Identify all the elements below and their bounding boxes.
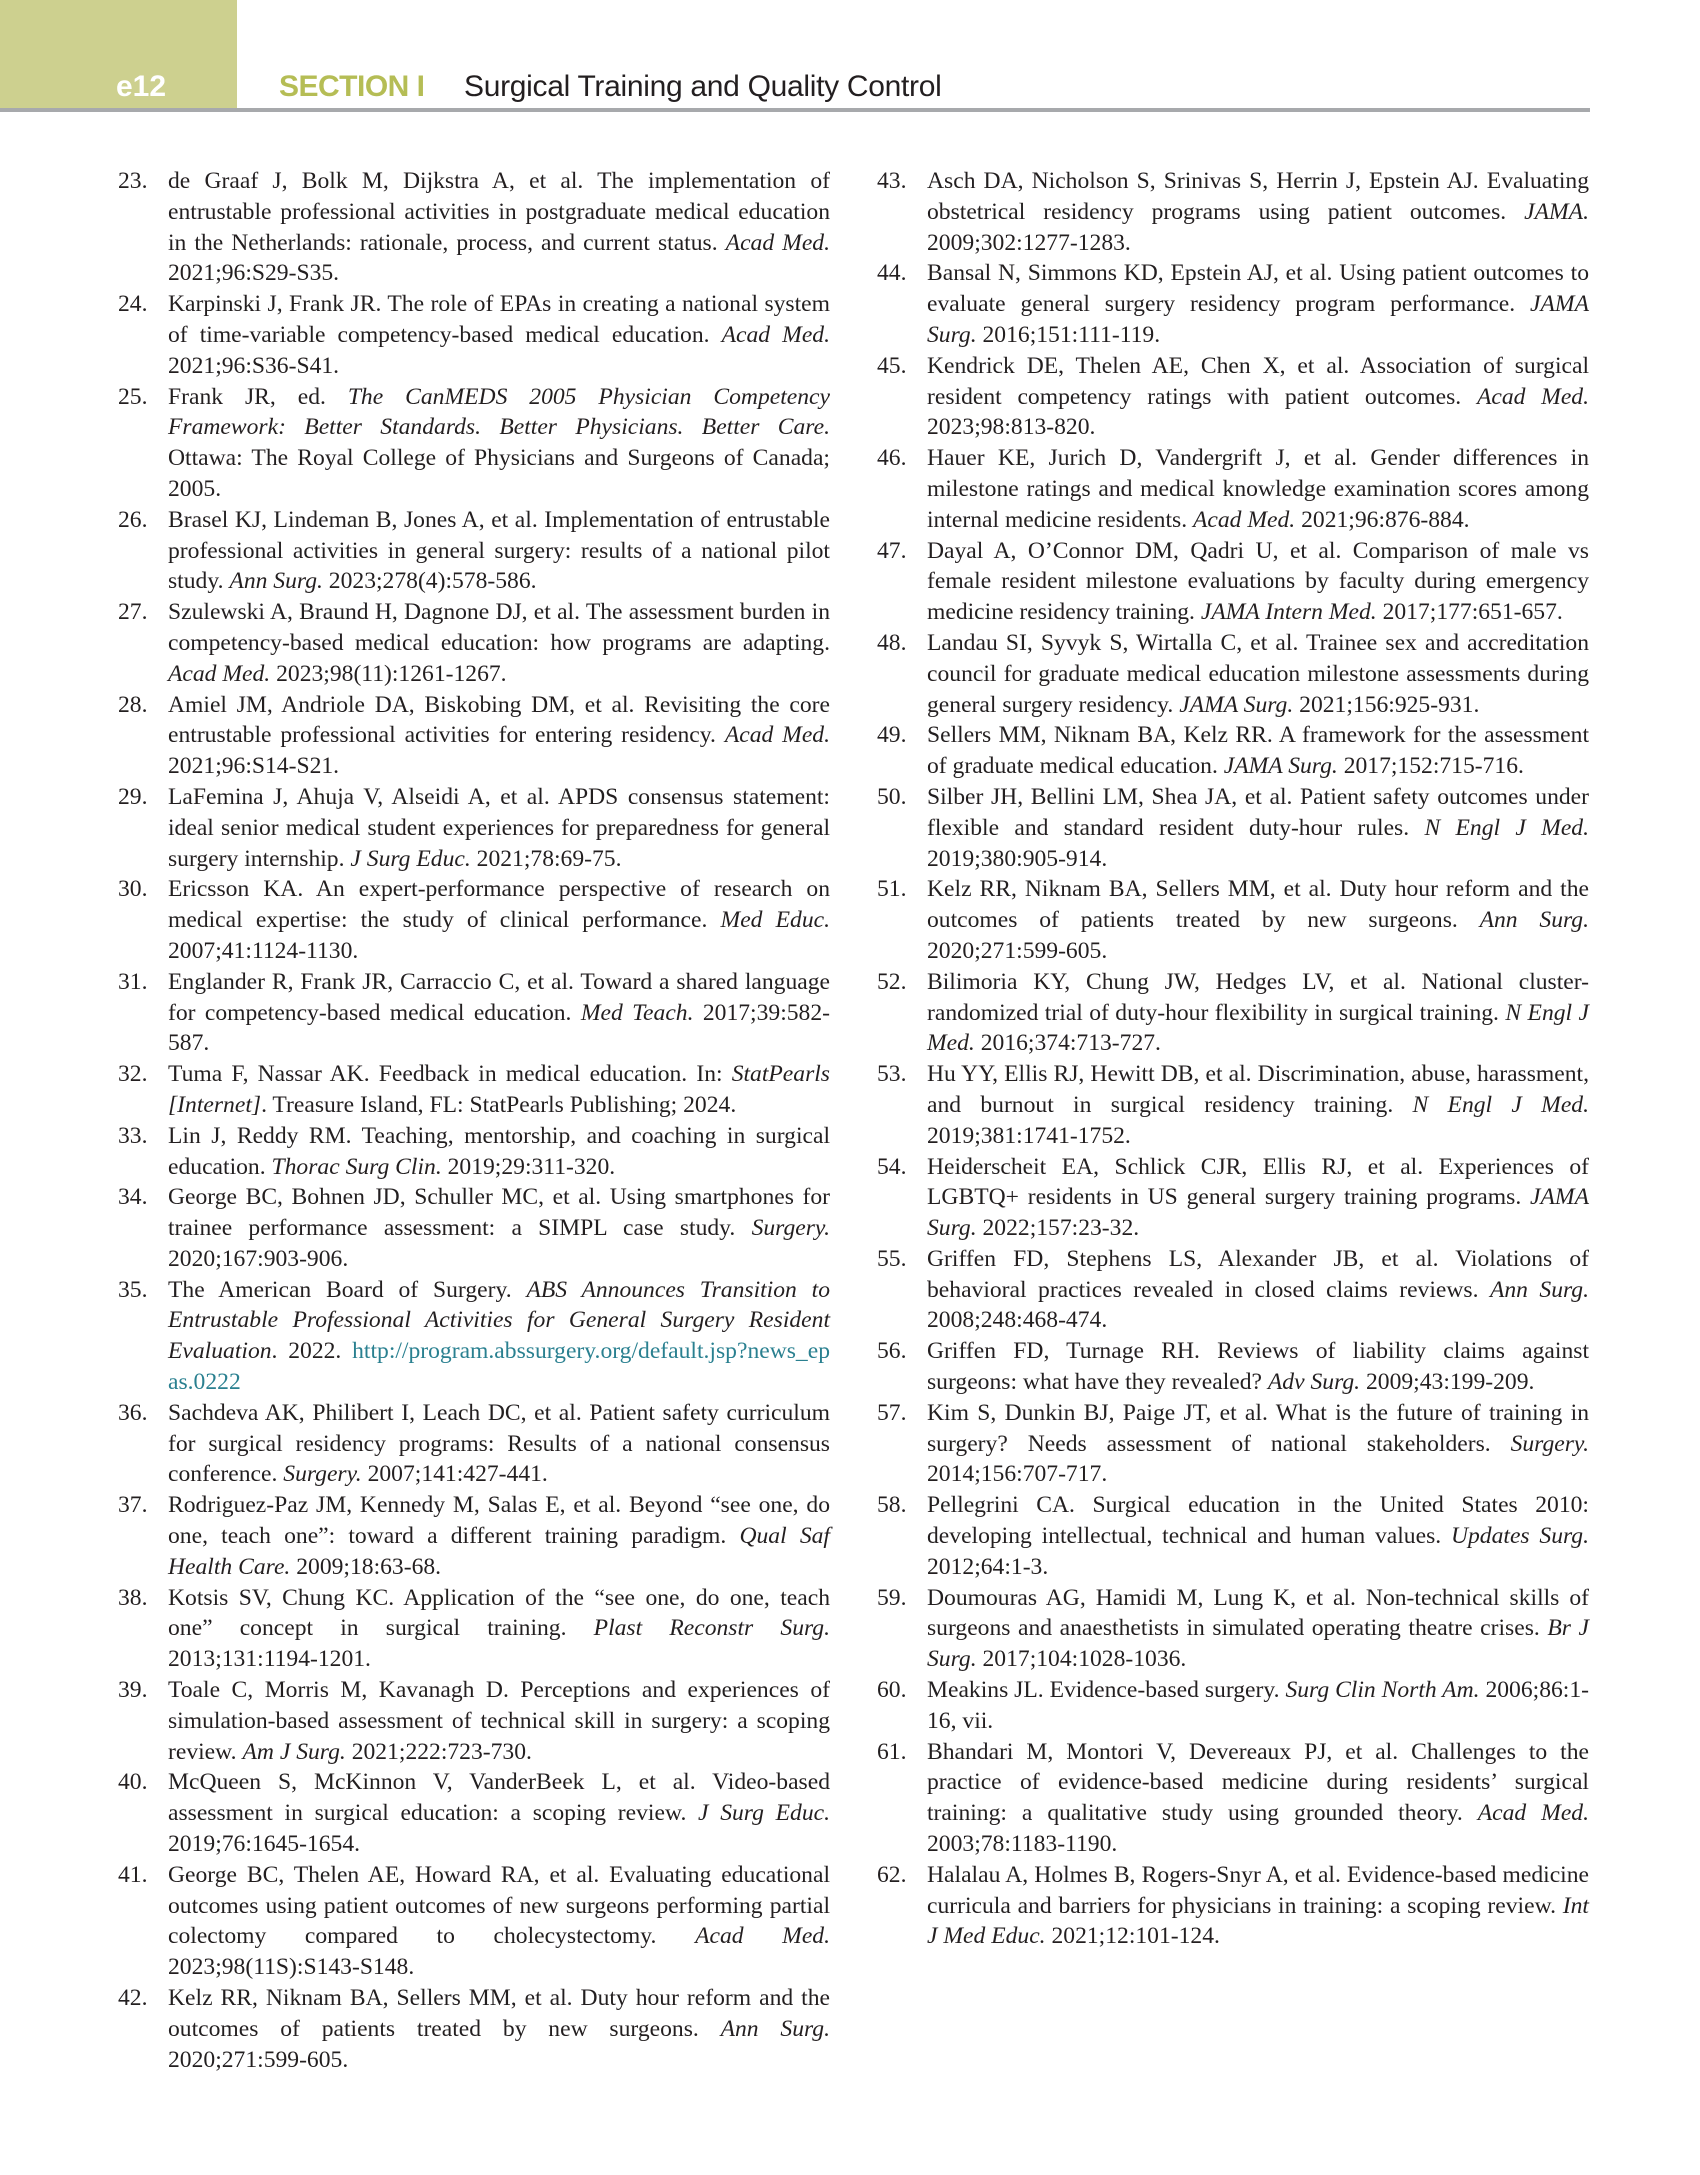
references-right-column <box>877 166 1589 1952</box>
reference-text: 2020;167:903-906. <box>168 1245 349 1272</box>
reference-text: Griffen FD, Turnage RH. Reviews of liability claims against surgeons: what have they revealed? <box>927 1338 1589 1396</box>
reference-text: Englander R, Frank JR, Carraccio C, et al. Toward a shared language for competency-based medical education. <box>168 968 830 1026</box>
journal-title: J Surg Educ. <box>698 1800 830 1827</box>
reference-number: 34. <box>118 1184 148 1211</box>
reference-number: 28. <box>118 691 148 718</box>
reference-number: 23. <box>118 168 148 194</box>
reference-item <box>877 536 1589 628</box>
reference-text: 2017;39:582-587. <box>168 999 831 1057</box>
reference-text: Brasel KJ, Lindeman B, Jones A, et al. Implementation of entrustable professional activities in general surgery: results of a national pilot study. <box>168 506 830 595</box>
journal-title: Updates Surg. <box>1450 1523 1589 1550</box>
reference-text: Hauer KE, Jurich D, Vandergrift J, et al. Gender differences in milestone ratings and medical knowledge examination scores among internal medicine residents. <box>927 445 1589 533</box>
header-rule <box>0 108 1590 112</box>
reference-text: Griffen FD, Stephens LS, Alexander JB, et al. Violations of behavioral practices revealed in closed claims reviews. <box>927 1245 1589 1303</box>
journal-title: JAMA Surg. <box>1179 691 1294 718</box>
reference-item <box>877 1490 1589 1582</box>
reference-number: 38. <box>118 1584 148 1611</box>
journal-title: Surgery. <box>283 1461 362 1488</box>
reference-text: 2022;157:23-32. <box>976 1215 1140 1242</box>
journal-title: Med Educ. <box>720 907 830 934</box>
reference-text: 2007;141:427-441. <box>361 1461 548 1488</box>
reference-number: 43. <box>877 168 907 194</box>
journal-title: Ann Surg. <box>720 2015 831 2042</box>
reference-text: Sellers MM, Niknam BA, Kelz RR. A framework for the assessment of graduate medical education. <box>927 722 1589 780</box>
reference-item <box>118 1767 830 1859</box>
reference-number: 55. <box>877 1245 907 1272</box>
reference-item <box>118 1398 830 1490</box>
reference-item <box>877 628 1589 720</box>
reference-text: 2021;96:S14-S21. <box>168 753 340 780</box>
reference-text: 2017;177:651-657. <box>1376 599 1563 626</box>
reference-number: 25. <box>118 383 148 410</box>
reference-number: 33. <box>118 1122 148 1149</box>
reference-item <box>118 1583 830 1675</box>
reference-number: 49. <box>877 722 907 749</box>
reference-text: 2021;78:69-75. <box>470 845 622 872</box>
reference-text: 2007;41:1124-1130. <box>168 937 359 964</box>
journal-title: Thorac Surg Clin. <box>271 1153 442 1180</box>
reference-text: 2017;104:1028-1036. <box>976 1646 1187 1673</box>
reference-item <box>877 1398 1589 1490</box>
reference-text: . 2022. <box>271 1338 353 1365</box>
journal-title: JAMA Surg. <box>1223 753 1338 780</box>
references-left-column <box>118 166 830 2075</box>
page-number: e12 <box>116 70 167 103</box>
reference-item <box>118 1121 830 1183</box>
reference-text: 2021;222:723-730. <box>345 1738 532 1765</box>
journal-title: Ann Surg. <box>229 568 323 595</box>
journal-title: N Engl J Med. <box>1412 1091 1589 1118</box>
journal-title: JAMA. <box>1524 198 1589 225</box>
reference-item <box>877 1583 1589 1675</box>
reference-text: 2014;156:707-717. <box>927 1461 1108 1488</box>
reference-number: 51. <box>877 876 907 903</box>
reference-item <box>877 1059 1589 1151</box>
reference-number: 36. <box>118 1399 148 1426</box>
reference-text: Bhandari M, Montori V, Devereaux PJ, et al. Challenges to the practice of evidence-based medicine during residents’ surgical training: a qualitative study using grounded theory. <box>927 1738 1589 1827</box>
journal-title: Acad Med. <box>721 321 830 348</box>
journal-title: Acad Med. <box>1193 506 1296 533</box>
journal-title: Acad Med. <box>1476 383 1589 410</box>
reference-text: 2017;152:715-716. <box>1337 753 1524 780</box>
reference-text: 2019;76:1645-1654. <box>168 1831 361 1858</box>
reference-number: 27. <box>118 599 148 626</box>
reference-text: 2021;156:925-931. <box>1293 691 1480 718</box>
reference-number: 50. <box>877 783 907 810</box>
reference-item <box>877 443 1589 535</box>
reference-text: 2009;18:63-68. <box>290 1553 442 1580</box>
reference-text: 2020;271:599-605. <box>168 2046 349 2073</box>
reference-text: 2023;98(11S):S143-S148. <box>168 1954 415 1981</box>
reference-item <box>877 720 1589 782</box>
reference-text: George BC, Bohnen JD, Schuller MC, et al. Using smartphones for trainee performance assessment: a SIMPL case study. <box>168 1184 830 1242</box>
reference-text: The American Board of Surgery. <box>168 1276 527 1303</box>
journal-title: J Surg Educ. <box>350 845 471 872</box>
reference-text: LaFemina J, Ahuja V, Alseidi A, et al. APDS consensus statement: ideal senior medical student experiences for preparedness for general surgery internship. <box>168 783 830 872</box>
journal-title: Acad Med. <box>695 1923 831 1950</box>
journal-title: Ann Surg. <box>1479 907 1590 934</box>
reference-text: Amiel JM, Andriole DA, Biskobing DM, et al. Revisiting the core entrustable professional activities for entering residency. <box>168 691 830 749</box>
reference-text: 2023;98(11):1261-1267. <box>270 660 507 687</box>
reference-text: 2019;380:905-914. <box>927 845 1108 872</box>
journal-title: Qual Saf Health Care. <box>168 1523 830 1580</box>
reference-text: Rodriguez-Paz JM, Kennedy M, Salas E, et al. Beyond “see one, do one, teach one”: toward a different training paradigm. <box>168 1492 830 1550</box>
reference-text: Frank JR, ed. <box>168 383 348 410</box>
reference-text: 2021;96:876-884. <box>1295 506 1470 533</box>
reference-link[interactable]: http://program.abssurgery.org/default.jsp?news_epas.0222 <box>168 1338 830 1396</box>
reference-number: 29. <box>118 783 148 810</box>
reference-item <box>118 1983 830 2075</box>
reference-number: 26. <box>118 506 148 533</box>
reference-text: Landau SI, Syvyk S, Wirtalla C, et al. Trainee sex and accreditation council for graduate medical education milestone assessments during general surgery residency. <box>927 629 1589 718</box>
journal-title: Adv Surg. <box>1267 1369 1361 1396</box>
reference-text: 2019;29:311-320. <box>441 1153 616 1180</box>
reference-text: 2021;96:S36-S41. <box>168 352 340 379</box>
reference-item <box>118 166 830 289</box>
reference-text: Hu YY, Ellis RJ, Hewitt DB, et al. Discrimination, abuse, harassment, and burnout in surgical residency training. <box>927 1061 1589 1118</box>
reference-text: Bansal N, Simmons KD, Epstein AJ, et al. Using patient outcomes to evaluate general surgery residency program performance. <box>927 260 1589 318</box>
reference-number: 54. <box>877 1153 907 1180</box>
journal-title: JAMA Intern Med. <box>1200 599 1377 626</box>
reference-text: Bilimoria KY, Chung JW, Hedges LV, et al. National cluster-randomized trial of duty-hour flexibility in surgical training. <box>927 968 1589 1026</box>
reference-text: Karpinski J, Frank JR. The role of EPAs in creating a national system of time-variable competency-based medical education. <box>168 291 830 348</box>
reference-number: 62. <box>877 1861 907 1888</box>
reference-text: McQueen S, McKinnon V, VanderBeek L, et al. Video-based assessment in surgical education: a scoping review. <box>168 1769 830 1827</box>
reference-number: 24. <box>118 291 148 318</box>
reference-item <box>118 505 830 597</box>
reference-text: 2020;271:599-605. <box>927 937 1108 964</box>
reference-number: 42. <box>118 1985 148 2012</box>
reference-number: 30. <box>118 876 148 903</box>
reference-text: Doumouras AG, Hamidi M, Lung K, et al. Non-technical skills of surgeons and anaesthetists in simulated operating theatre crises. <box>927 1584 1589 1642</box>
reference-number: 48. <box>877 629 907 656</box>
reference-item <box>877 967 1589 1059</box>
reference-text: George BC, Thelen AE, Howard RA, et al. Evaluating educational outcomes using patient outcomes of new surgeons performing partial colectomy compared to cholecystectomy. <box>168 1861 830 1950</box>
reference-text: 2021;96:S29-S35. <box>168 260 340 287</box>
reference-number: 37. <box>118 1492 148 1519</box>
reference-text: Heiderscheit EA, Schlick CJR, Ellis RJ, et al. Experiences of LGBTQ+ residents in US general surgery training programs. <box>927 1153 1589 1211</box>
reference-text: 2013;131:1194-1201. <box>168 1646 371 1673</box>
reference-item <box>118 597 830 689</box>
reference-number: 40. <box>118 1769 148 1796</box>
reference-number: 32. <box>118 1061 148 1088</box>
reference-text: Kotsis SV, Chung KC. Application of the “see one, do one, teach one” concept in surgical training. <box>168 1584 830 1642</box>
reference-item <box>877 1152 1589 1244</box>
reference-text: 2016;151:111-119. <box>976 321 1161 348</box>
reference-text: Lin J, Reddy RM. Teaching, mentorship, and coaching in surgical education. <box>168 1122 830 1180</box>
reference-text: de Graaf J, Bolk M, Dijkstra A, et al. The implementation of entrustable professional activities in postgraduate medical education in the Netherlands: rationale, process, and current status. <box>168 168 830 256</box>
reference-number: 41. <box>118 1861 148 1888</box>
reference-item <box>877 1860 1589 1952</box>
reference-number: 60. <box>877 1677 907 1704</box>
reference-number: 45. <box>877 352 907 379</box>
reference-number: 39. <box>118 1677 148 1704</box>
journal-title: N Engl J Med. <box>1424 814 1589 841</box>
journal-title: Plast Reconstr Surg. <box>593 1615 830 1642</box>
reference-text: Ericsson KA. An expert-performance perspective of research on medical expertise: the study of clinical performance. <box>168 876 830 934</box>
reference-number: 44. <box>877 260 907 287</box>
reference-text: Halalau A, Holmes B, Rogers-Snyr A, et al. Evidence-based medicine curricula and barriers for physicians in training: a scoping review. <box>927 1861 1589 1919</box>
chapter-title: Surgical Training and Quality Control <box>464 70 942 103</box>
reference-item <box>877 1675 1589 1737</box>
reference-text: 2009;43:199-209. <box>1360 1369 1535 1396</box>
reference-number: 52. <box>877 968 907 995</box>
journal-title: JAMA Surg. <box>927 1184 1589 1242</box>
reference-number: 47. <box>877 537 907 564</box>
reference-text: 2008;248:468-474. <box>927 1307 1108 1334</box>
reference-text: Ottawa: The Royal College of Physicians and Surgeons of Canada; 2005. <box>168 445 830 502</box>
reference-text: Dayal A, O’Connor DM, Qadri U, et al. Comparison of male vs female resident milestone evaluations by faculty during emergency medicine residency training. <box>927 537 1589 626</box>
journal-title: ABS Announces Transition to Entrustable Professional Activities for General Surgery Resident Evaluation <box>168 1276 830 1365</box>
reference-number: 59. <box>877 1584 907 1611</box>
reference-item <box>118 782 830 874</box>
reference-text: Kim S, Dunkin BJ, Paige JT, et al. What is the future of training in surgery? Needs assessment of national stakeholders. <box>927 1399 1589 1457</box>
reference-item <box>118 874 830 966</box>
reference-text: Kelz RR, Niknam BA, Sellers MM, et al. Duty hour reform and the outcomes of patients treated by new surgeons. <box>168 1985 830 2042</box>
reference-text: Sachdeva AK, Philibert I, Leach DC, et al. Patient safety curriculum for surgical residency programs: Results of a national consensus conference. <box>168 1399 830 1488</box>
reference-text: Asch DA, Nicholson S, Srinivas S, Herrin J, Epstein AJ. Evaluating obstetrical residency programs using patient outcomes. <box>927 168 1589 225</box>
reference-item <box>118 1275 830 1398</box>
reference-item <box>877 351 1589 443</box>
reference-text: 2003;78:1183-1190. <box>927 1831 1118 1858</box>
reference-text: 2023;278(4):578-586. <box>322 568 537 595</box>
journal-title: The CanMEDS 2005 Physician Competency Framework: Better Standards. Better Physicians. Better Care. <box>168 383 830 441</box>
reference-text: 2019;381:1741-1752. <box>927 1122 1131 1149</box>
reference-item <box>118 1059 830 1121</box>
journal-title: StatPearls [Internet] <box>168 1061 830 1118</box>
reference-text: . Treasure Island, FL: StatPearls Publishing; 2024. <box>261 1091 737 1118</box>
reference-number: 31. <box>118 968 148 995</box>
reference-item <box>877 1244 1589 1336</box>
journal-title: Med Teach. <box>580 999 694 1026</box>
reference-text: Kendrick DE, Thelen AE, Chen X, et al. Association of surgical resident competency ratings with patient outcomes. <box>927 352 1589 410</box>
reference-item <box>118 1860 830 1983</box>
reference-item <box>877 258 1589 350</box>
journal-title: Surgery. <box>1510 1430 1589 1457</box>
reference-text: Toale C, Morris M, Kavanagh D. Perceptions and experiences of simulation-based assessment of technical skill in surgery: a scoping review. <box>168 1677 830 1765</box>
reference-number: 53. <box>877 1061 907 1088</box>
journal-title: Acad Med. <box>724 722 830 749</box>
reference-item <box>877 1737 1589 1860</box>
journal-title: Surgery. <box>751 1215 830 1242</box>
reference-text: 2016;374:713-727. <box>974 1030 1161 1057</box>
reference-item <box>118 1675 830 1767</box>
reference-item <box>118 690 830 782</box>
reference-item <box>877 874 1589 966</box>
journal-title: Acad Med. <box>725 229 830 256</box>
reference-text: 2023;98:813-820. <box>927 414 1096 441</box>
journal-title: Ann Surg. <box>1489 1276 1590 1303</box>
reference-item <box>118 967 830 1059</box>
journal-title: Am J Surg. <box>242 1738 346 1765</box>
reference-number: 35. <box>118 1276 148 1303</box>
reference-text: 2012;64:1-3. <box>927 1553 1049 1580</box>
journal-title: Acad Med. <box>1477 1800 1589 1827</box>
journal-title: JAMA Surg. <box>927 291 1589 348</box>
reference-text: Tuma F, Nassar AK. Feedback in medical education. In: <box>168 1061 732 1088</box>
reference-number: 46. <box>877 445 907 472</box>
reference-number: 58. <box>877 1492 907 1519</box>
journal-title: Int J Med Educ. <box>927 1892 1589 1950</box>
section-label: SECTION I <box>279 70 425 103</box>
reference-text: 2006;86:1-16, vii. <box>927 1677 1589 1734</box>
reference-item <box>118 382 830 505</box>
reference-number: 61. <box>877 1738 907 1765</box>
reference-text: 2009;302:1277-1283. <box>927 229 1131 256</box>
reference-number: 56. <box>877 1338 907 1365</box>
reference-text: Szulewski A, Braund H, Dagnone DJ, et al. The assessment burden in competency-based medical education: how programs are adapting. <box>168 599 830 656</box>
reference-item <box>877 166 1589 258</box>
reference-item <box>118 289 830 381</box>
journal-title: N Engl J Med. <box>927 999 1589 1057</box>
reference-number: 57. <box>877 1399 907 1426</box>
reference-item <box>877 1336 1589 1398</box>
reference-text: Silber JH, Bellini LM, Shea JA, et al. Patient safety outcomes under flexible and standard resident duty-hour rules. <box>927 783 1589 841</box>
journal-title: Br J Surg. <box>927 1615 1589 1673</box>
reference-text: Kelz RR, Niknam BA, Sellers MM, et al. Duty hour reform and the outcomes of patients treated by new surgeons. <box>927 876 1589 934</box>
reference-text: Meakins JL. Evidence-based surgery. <box>927 1677 1286 1704</box>
reference-item <box>118 1182 830 1274</box>
journal-title: Surg Clin North Am. <box>1285 1677 1480 1704</box>
reference-item <box>118 1490 830 1582</box>
reference-text: 2021;12:101-124. <box>1045 1923 1220 1950</box>
reference-text: Pellegrini CA. Surgical education in the United States 2010: developing intellectual, technical and human values. <box>927 1492 1589 1550</box>
journal-title: Acad Med. <box>168 660 271 687</box>
reference-item <box>877 782 1589 874</box>
